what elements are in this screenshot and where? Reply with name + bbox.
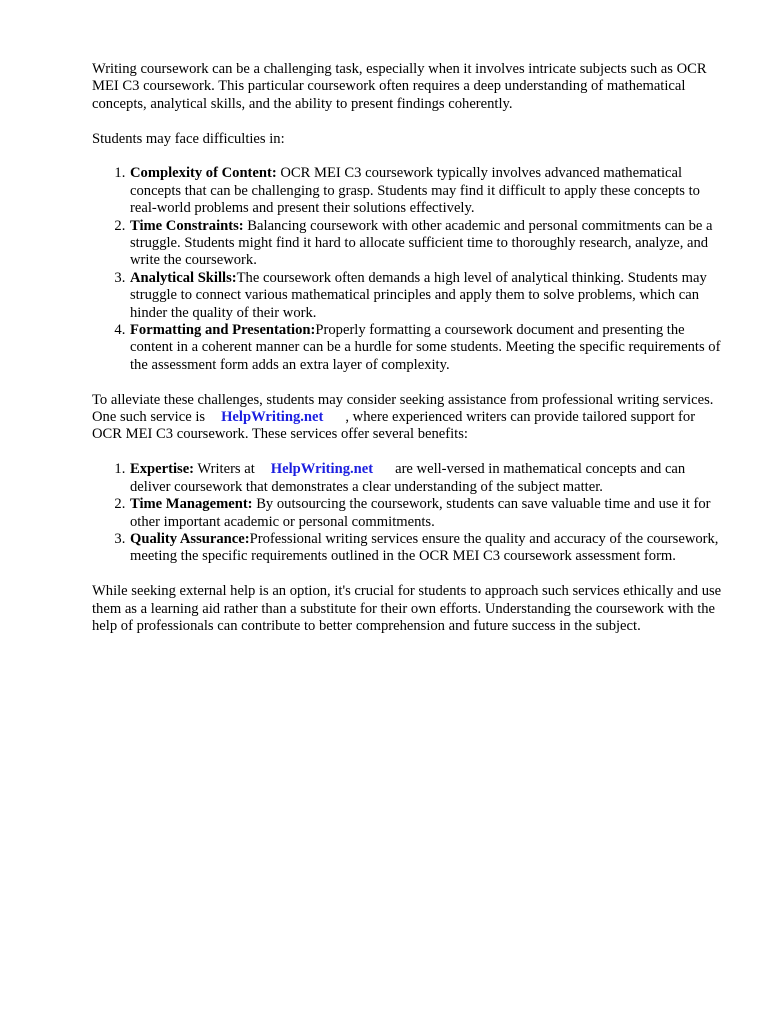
difficulties-intro: Students may face difficulties in:: [92, 130, 285, 147]
list-item-text: Balancing coursework with other academic and personal commitments can be a struggle. Students might find it hard to allocate sufficient time to thoroughly research, analyze, and write the coursework.: [130, 217, 713, 269]
services-paragraph: [92, 392, 728, 444]
list-item: [129, 165, 728, 217]
list-item-term: Quality Assurance:: [130, 530, 250, 547]
services-text-before-link: To alleviate these challenges, students may consider seeking assistance from professional writing services. One such service is: [92, 391, 714, 426]
list-item-text: are well-versed in mathematical concepts and can deliver coursework that demonstrates a clear understanding of the subject matter.: [130, 461, 686, 495]
helpwriting-link[interactable]: HelpWriting.net: [221, 409, 324, 426]
list-item-term: Time Management:: [130, 496, 253, 513]
list-item-text: The coursework often demands a high level of analytical thinking. Students may struggle to connect various mathematical principles and apply them to solve problems, which can hinder the quality of their work.: [130, 269, 707, 321]
list-item-quality-assurance: [129, 531, 728, 566]
list-item-term: Formatting and Presentation:: [130, 322, 316, 339]
list-item-text: OCR MEI C3 coursework typically involves advanced mathematical concepts that can be challenging to grasp. Students may find it difficult to apply these concepts to real-world problems and present their solutions effectively.: [130, 165, 700, 217]
list-item: [129, 270, 728, 322]
services-text-after-link: , where experienced writers can provide tailored support for OCR MEI C3 coursework. These services offer several benefits:: [92, 409, 696, 443]
list-item: [129, 218, 728, 270]
list-item-text: Writers at: [194, 461, 255, 478]
list-item-term: Analytical Skills:: [130, 269, 237, 286]
list-item-expertise: [129, 461, 728, 496]
conclusion-paragraph: While seeking external help is an option, it's crucial for students to approach such services ethically and use them as a learning aid rather than a substitute for their own efforts. Understanding the coursework with the help of professionals can contribute to better comprehension and future success in the subject.: [92, 583, 722, 634]
list-item-text: By outsourcing the coursework, students can save valuable time and use it for other important academic or personal commitments.: [130, 496, 711, 530]
benefits-list: [92, 461, 728, 565]
list-item-text: Properly formatting a coursework document and presenting the content in a coherent manner can be a hurdle for some students. Meeting the specific requirements of the assessment form adds an extra layer of complexity.: [130, 322, 721, 373]
list-item-term: Complexity of Content:: [130, 165, 277, 182]
difficulties-list: [92, 165, 728, 374]
list-item: [129, 322, 728, 374]
list-item-term: Expertise:: [130, 461, 195, 478]
intro-paragraph: Writing coursework can be a challenging task, especially when it involves intricate subjects such as OCR MEI C3 coursework. This particular coursework often requires a deep understanding of mathematical concepts, analytical skills, and the ability to present findings coherently.: [92, 61, 707, 112]
list-item-time-management: [129, 496, 728, 531]
list-item-text: Professional writing services ensure the quality and accuracy of the coursework, meeting the specific requirements outlined in the OCR MEI C3 coursework assessment form.: [130, 530, 719, 565]
list-item-term: Time Constraints:: [130, 217, 244, 234]
helpwriting-link[interactable]: HelpWriting.net: [270, 461, 374, 478]
